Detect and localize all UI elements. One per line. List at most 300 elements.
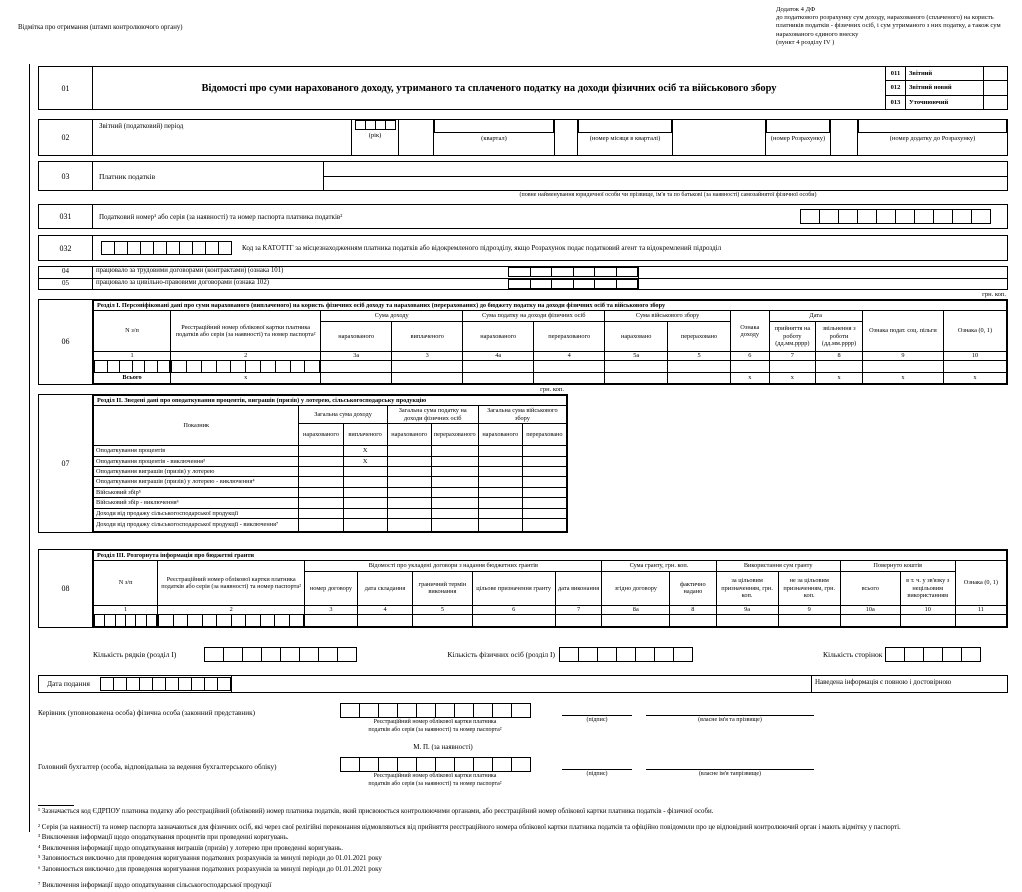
entry-box[interactable] [435,757,455,772]
col-number: 11 [955,605,1006,614]
col-subheader: граничний термін виконання [413,571,472,605]
entry-box[interactable] [416,757,436,772]
total-cell[interactable] [321,372,392,383]
counts-row [38,644,1008,666]
entry-box[interactable] [94,361,108,372]
entry-cell[interactable] [522,487,566,497]
entry-box[interactable] [673,647,693,662]
row-02 [38,119,1008,156]
entry-box[interactable] [290,361,306,372]
entry-box[interactable] [857,209,877,224]
page-left-rule [29,64,30,832]
entry-box[interactable] [454,757,474,772]
entry-box[interactable] [340,703,360,718]
col-subheader: номер договору [305,571,358,605]
name-line[interactable] [646,757,814,770]
entry-cell[interactable] [431,456,478,466]
entry-box[interactable] [616,279,639,289]
entry-box[interactable] [205,241,219,255]
entry-cell[interactable] [900,614,955,626]
total-cell[interactable] [534,372,605,383]
taxpayer-name-field[interactable] [323,162,1007,190]
name-block [646,757,814,789]
entry-box[interactable] [492,757,512,772]
entry-box[interactable] [274,615,290,626]
entry-box[interactable] [204,677,218,691]
entry-box[interactable] [242,647,262,662]
report-type-row [886,95,1007,109]
entry-cell[interactable] [343,508,387,518]
entry-box[interactable] [942,647,962,662]
entry-cell[interactable] [478,477,522,487]
entry-cell[interactable] [343,519,387,532]
col-number: 3а [321,351,392,360]
entry-cell[interactable] [343,466,387,476]
col-subheader: згідно договору [602,571,670,605]
report-type-label: Звітний [909,70,933,78]
signature-caption: (підпис) [586,716,608,723]
entry-cell[interactable] [431,466,478,476]
entry-box[interactable] [217,677,231,691]
year-field [351,120,399,155]
entry-cell[interactable] [668,360,731,372]
entry-cell[interactable] [431,487,478,497]
entry-box[interactable] [961,647,981,662]
entry-box[interactable] [551,279,574,289]
entry-box[interactable] [838,209,858,224]
entry-cell[interactable] [478,487,522,497]
x-mark: х [944,372,1007,383]
col-number: 8а [602,605,670,614]
entry-box[interactable] [359,703,379,718]
entry-box[interactable] [378,703,398,718]
x-mark: х [171,372,321,383]
appendix-block [776,6,1008,66]
entry-cell[interactable] [522,456,566,466]
entry-cell[interactable] [534,360,605,372]
period-label: Звітний (податковий) період [99,122,184,130]
entry-cell[interactable] [299,508,343,518]
entry-box[interactable] [318,647,338,662]
indicator-label: Військовий збір - виключення⁶ [94,498,299,508]
footnote: ³ Виключення інформації щодо оподаткування процентів при проведенні коригувань. [38,834,289,842]
entry-box[interactable] [216,361,232,372]
entry-box[interactable] [113,677,127,691]
col-number: 2 [158,605,305,614]
entry-cell[interactable] [522,519,566,532]
entry-box[interactable] [416,703,436,718]
entry-box[interactable] [435,703,455,718]
row-031 [38,204,1008,229]
col-number: 5а [605,351,668,360]
col-header: Реєстраційний номер облікової картки платника податків або серія (за наявності) та номер паспорта² [158,561,305,605]
entry-box[interactable] [101,241,115,255]
entry-box[interactable] [126,677,140,691]
entry-box[interactable] [340,757,360,772]
entry-cell[interactable] [299,446,343,456]
entry-box[interactable] [192,241,206,255]
entry-cell[interactable] [955,614,1006,626]
accountant-regnum-boxes [330,757,540,772]
entry-box[interactable] [201,361,217,372]
entry-cell[interactable] [769,360,816,372]
entry-cell[interactable] [413,614,472,626]
entry-box[interactable] [132,361,146,372]
entry-cell[interactable] [299,498,343,508]
entry-cell[interactable] [431,508,478,518]
entry-cell[interactable] [387,456,431,466]
entry-cell[interactable] [299,487,343,497]
row-04-entry[interactable] [638,267,1007,278]
col-subheader: дата складання [357,571,413,605]
entry-box[interactable] [218,241,232,255]
entry-box[interactable] [895,209,915,224]
regnum-caption: податків або серія (за наявності) та номер паспорта² [368,781,502,788]
entry-cell[interactable] [299,477,343,487]
entry-cell[interactable] [392,360,463,372]
section2-row [94,508,567,518]
entry-box[interactable] [187,615,203,626]
entry-box[interactable] [508,267,531,277]
col-header: Ознака (0, 1) [944,311,1007,351]
katottg-label: Код за КАТОТТГ за місцезнаходженням платника податків або відокремленого підрозділу, якщо Розрахунок подає податковий агент та відокремлений підрозділ [242,244,722,252]
signature-line[interactable] [562,757,632,770]
entry-cell[interactable] [431,498,478,508]
entry-box[interactable] [559,647,579,662]
report-type-label: Звітний новий [909,84,952,92]
entry-box[interactable] [178,677,192,691]
appendix-title: Додаток 4 ДФ [776,6,816,13]
entry-cell[interactable] [478,466,522,476]
entry-box[interactable] [800,209,820,224]
entry-box[interactable] [397,757,417,772]
entry-box[interactable] [261,647,281,662]
col-subheader: перерахованого [534,321,605,351]
section1-table [93,300,1007,384]
entry-cell[interactable] [478,519,522,532]
entry-box[interactable] [191,677,205,691]
entry-cell[interactable] [299,456,343,466]
entry-box[interactable] [230,361,246,372]
entry-cell[interactable] [357,614,413,626]
entry-box[interactable] [511,757,531,772]
entry-cell[interactable] [555,614,602,626]
entry-box[interactable] [166,241,180,255]
entry-box[interactable] [144,361,158,372]
entry-box[interactable] [223,647,243,662]
entry-cell[interactable] [778,614,840,626]
section2-row [94,466,567,476]
calc-number-field [765,120,831,155]
report-type-code: 013 [886,96,906,109]
entry-box[interactable] [204,647,224,662]
col-subheader: прийняття на роботу (дд.мм.рррр) [769,321,816,351]
taxpayer-hint: (повне найменування юридичної особи чи прізвище, ім'я та по батькові (за наявності) самозайнятої фізичної особи) [519,192,817,198]
entry-box[interactable] [260,361,276,372]
total-cell[interactable] [668,372,731,383]
entry-cell[interactable] [478,456,522,466]
entry-box[interactable] [654,647,674,662]
entry-box[interactable] [454,703,474,718]
appendix-ref: (пункт 4 розділу IV ) [776,38,835,46]
entry-box[interactable] [127,241,141,255]
col-number: 4 [357,605,413,614]
entry-box[interactable] [971,209,991,224]
entry-box[interactable] [511,703,531,718]
entry-box[interactable] [245,361,261,372]
entry-box[interactable] [492,703,512,718]
entry-box[interactable] [299,647,319,662]
entry-box[interactable] [904,647,924,662]
entry-cell[interactable] [387,446,431,456]
entry-box[interactable] [289,615,305,626]
col-number: 10 [900,605,955,614]
appendix-number-box[interactable] [858,120,1007,133]
footnote: ⁵ Заповнюється виключно для проведення коригування податкових розрахунків за минулі періоди до 01.01.2021 року [38,855,382,863]
entry-cell[interactable] [343,487,387,497]
entry-cell[interactable] [840,614,900,626]
date-empty-cell[interactable] [231,676,811,692]
entry-box[interactable] [378,757,398,772]
quarter-field [433,120,555,155]
col-group-header: Відомості про укладені договори з надання бюджетних грантів [305,561,602,571]
entry-box[interactable] [473,757,493,772]
report-type-row [886,67,1007,80]
entry-box[interactable] [594,267,617,277]
month-box[interactable] [578,120,672,133]
entry-box[interactable] [186,361,202,372]
entry-cell[interactable] [431,477,478,487]
persons-count-boxes [559,647,693,662]
entry-box[interactable] [616,267,639,277]
entry-box[interactable] [260,615,276,626]
regnum-boxes [158,615,304,626]
col-number: 5 [668,351,731,360]
entry-box[interactable] [337,647,357,662]
col-number: 8 [670,605,716,614]
col-subheader: перераховано [668,321,731,351]
entry-box[interactable] [140,241,154,255]
director-row [38,703,1008,735]
entry-cell[interactable] [602,614,670,626]
calc-number-label: (номер Розрахунку) [770,135,826,142]
entry-cell[interactable] [431,519,478,532]
indicator-label: Оподаткування процентів - виключення³ [94,456,299,466]
col-number: 3 [305,605,358,614]
entry-box[interactable] [578,647,598,662]
entry-box[interactable] [914,209,934,224]
taxpayer-label: Платник податків [99,171,156,181]
entry-box[interactable] [819,209,839,224]
entry-cell[interactable] [478,508,522,518]
section1-code: 06 [39,300,93,384]
entry-cell[interactable] [472,614,555,626]
entry-box[interactable] [597,647,617,662]
report-type-table [885,67,1007,109]
total-cell[interactable] [605,372,668,383]
signature-caption: (підпис) [586,770,608,777]
entry-cell[interactable] [321,360,392,372]
report-type-checkbox[interactable] [983,96,1007,109]
col-number: 1 [94,605,158,614]
col-subheader: фактично надано [670,571,716,605]
entry-box[interactable] [385,120,396,130]
entry-cell[interactable] [387,487,431,497]
spacer [399,120,433,155]
entry-box[interactable] [359,757,379,772]
entry-cell[interactable] [431,446,478,456]
tax-number-boxes [800,209,991,224]
entry-cell[interactable] [605,360,668,372]
col-subheader: в т. ч. у зв'язку з нецільовим використанням [900,571,955,605]
entry-cell[interactable] [716,614,778,626]
entry-cell[interactable] [522,498,566,508]
entry-box[interactable] [530,267,553,277]
entry-cell[interactable] [816,360,863,372]
entry-cell[interactable] [387,477,431,487]
entry-box[interactable] [551,267,574,277]
footnote: ¹ Зазначається код ЄДРПОУ платника податку або реєстраційний (обліковий) номер платника податків, який присвоюється контролюючими органами, або реєстраційний номер облікової картки платника податків - фізичної особи. [38,807,714,815]
col-group-header: Загальна сума військового збору [478,406,566,424]
entry-box[interactable] [231,615,247,626]
entry-box[interactable] [165,677,179,691]
signature-block [562,703,632,735]
name-line[interactable] [646,703,814,716]
col-subheader: дата виконання [555,571,602,605]
date-boxes [100,677,231,691]
col-group-header: Сума податку на доходи фізичних осіб [463,311,605,321]
date-cell [39,676,231,692]
col-subheader: нарахованого [463,321,534,351]
entry-cell[interactable] [522,446,566,456]
col-subheader: цільове призначення гранту [472,571,555,605]
indicator-label: Оподаткування виграшів (призів) у лотерею [94,466,299,476]
entry-cell[interactable] [387,508,431,518]
currency-note: грн. коп. [982,291,1006,298]
entry-box[interactable] [152,677,166,691]
entry-box[interactable] [304,361,320,372]
total-cell[interactable] [392,372,463,383]
calc-number-box[interactable] [766,120,830,133]
col-group-header: Сума військового збору [605,311,731,321]
entry-box[interactable] [573,279,596,289]
entry-box[interactable] [245,615,261,626]
entry-cell[interactable] [343,477,387,487]
entry-box[interactable] [952,209,972,224]
entry-cell[interactable] [522,466,566,476]
entry-box[interactable] [171,361,187,372]
col-number: 7 [555,605,602,614]
row-03 [38,161,1008,191]
entry-box[interactable] [275,361,291,372]
row-05-entry[interactable] [638,279,1007,289]
director-regnum [330,703,540,735]
entry-box[interactable] [933,209,953,224]
entry-box[interactable] [530,279,553,289]
total-label: Всього [94,372,171,383]
entry-cell[interactable] [387,519,431,532]
quarter-box[interactable] [434,120,554,133]
entry-cell[interactable] [478,446,522,456]
entry-box[interactable] [139,677,153,691]
entry-cell[interactable] [305,614,358,626]
col-number: 10а [840,605,900,614]
report-type-checkbox[interactable] [983,81,1007,94]
entry-box[interactable] [616,647,636,662]
entry-box[interactable] [923,647,943,662]
entry-box[interactable] [119,361,133,372]
entry-box[interactable] [158,615,174,626]
entry-box[interactable] [876,209,896,224]
entry-box[interactable] [153,241,167,255]
section2-row [94,487,567,497]
entry-cell [171,360,321,372]
nzp-boxes [94,615,157,626]
entry-cell[interactable] [343,498,387,508]
entry-box[interactable] [146,615,157,626]
entry-box[interactable] [216,615,232,626]
entry-cell[interactable] [944,360,1007,372]
col-number: 5 [413,605,472,614]
entry-cell[interactable] [478,498,522,508]
form-title: Відомості про суми нарахованого доходу, утриманого та сплаченого податку на доходи фізичних осіб та військового збору [201,82,777,94]
entry-box[interactable] [173,615,189,626]
entry-cell[interactable] [387,466,431,476]
entry-box[interactable] [594,279,617,289]
report-type-checkbox[interactable] [983,67,1007,80]
entry-box[interactable] [635,647,655,662]
entry-cell[interactable] [731,360,770,372]
entry-box[interactable] [114,241,128,255]
tax-number-label: Податковий номер¹ або серія (за наявності) та номер паспорта платника податків² [99,212,343,221]
entry-box[interactable] [885,647,905,662]
entry-box[interactable] [179,241,193,255]
katottg-boxes [101,241,232,255]
year-label: (рік) [368,132,382,139]
entry-cell[interactable] [463,360,534,372]
entry-cell[interactable] [522,477,566,487]
col-subheader: нарахованого [387,424,431,446]
footnotes [38,805,1008,891]
signature-line[interactable] [562,703,632,716]
entry-cell[interactable] [299,466,343,476]
entry-box[interactable] [280,647,300,662]
col-group-header: Використання сум гранту [716,561,840,571]
entry-cell [94,360,171,372]
entry-box[interactable] [107,361,121,372]
entry-box[interactable] [202,615,218,626]
entry-box[interactable] [508,279,531,289]
row-05-boxes [508,279,638,289]
total-cell[interactable] [463,372,534,383]
entry-box[interactable] [473,703,493,718]
entry-box[interactable] [100,677,114,691]
entry-cell[interactable] [862,360,943,372]
col-subheader: за цільовим призначенням, грн. коп. [716,571,778,605]
entry-box[interactable] [573,267,596,277]
spacer [831,120,857,155]
entry-cell[interactable] [387,498,431,508]
col-number: 4 [534,351,605,360]
footnote: ⁶ Заповнюється виключно для проведення коригування податкових розрахунків за минулі періоди до 01.01.2021 року [38,865,382,873]
entry-box[interactable] [397,703,417,718]
entry-cell[interactable] [522,508,566,518]
entry-box[interactable] [157,361,171,372]
date-row [38,675,1008,693]
entry-cell[interactable] [670,614,716,626]
report-type-row [886,80,1007,94]
entry-cell[interactable] [299,519,343,532]
